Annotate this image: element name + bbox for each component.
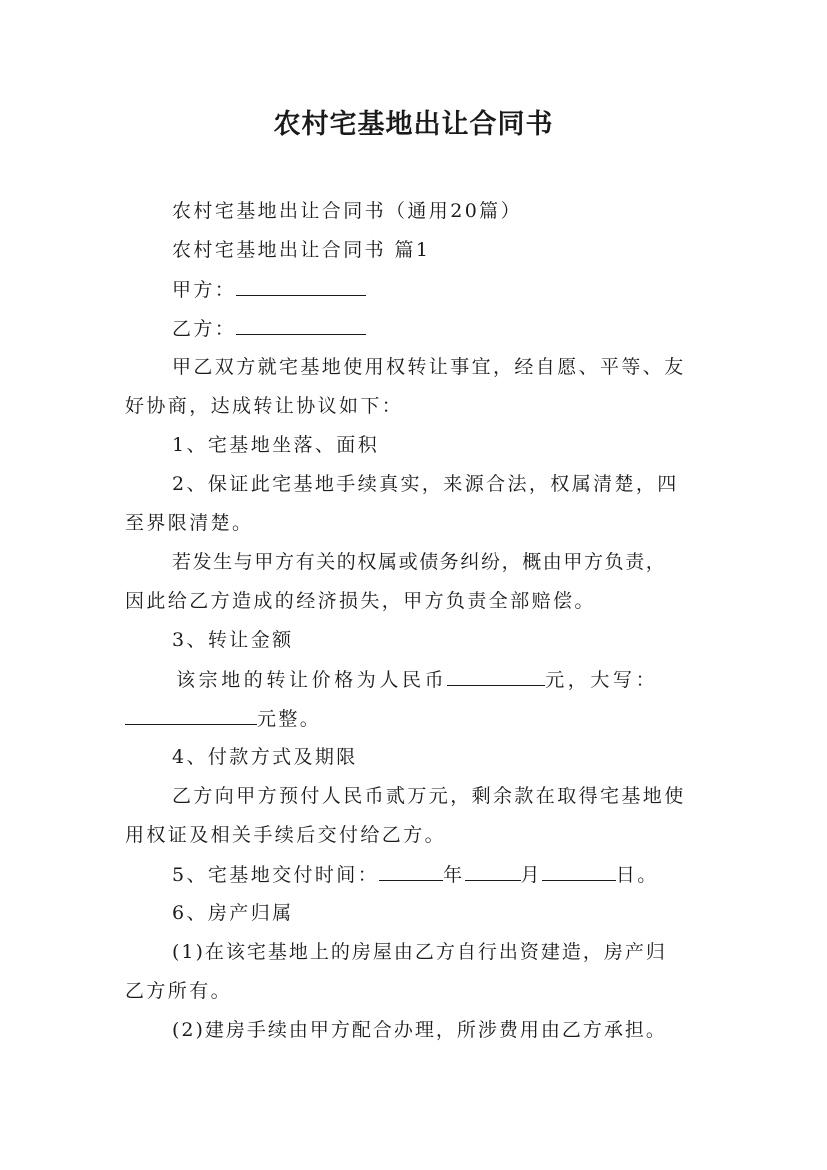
clause-2-line-2: 至界限清楚。 bbox=[125, 512, 254, 534]
party-a-line bbox=[172, 277, 366, 302]
document-title: 农村宅基地出让合同书 bbox=[273, 109, 554, 140]
intro-line-1: 甲乙双方就宅基地使用权转让事宜，经自愿、平等、友 bbox=[172, 356, 686, 378]
price-words-line bbox=[125, 706, 321, 731]
section-heading: 农村宅基地出让合同书 篇1 bbox=[172, 239, 431, 261]
clause-5-line bbox=[172, 862, 659, 887]
intro-line-2: 好协商，达成转让协议如下： bbox=[125, 395, 404, 417]
price-mid: 元，大写： bbox=[545, 669, 659, 691]
day-label: 日。 bbox=[615, 864, 659, 886]
clause-6: 6、房产归属 bbox=[172, 902, 294, 924]
document-subtitle: 农村宅基地出让合同书（通用20篇） bbox=[172, 200, 522, 222]
payment-line-2: 用权证及相关手续后交付给乙方。 bbox=[125, 824, 447, 846]
month-label: 月 bbox=[520, 864, 542, 886]
party-b-blank bbox=[236, 316, 366, 335]
day-blank bbox=[542, 862, 616, 881]
price-prefix: 该宗地的转让价格为人民币 bbox=[176, 669, 448, 691]
party-a-label: 甲方： bbox=[172, 279, 237, 301]
property-1-line-2: 乙方所有。 bbox=[125, 980, 233, 1002]
year-label: 年 bbox=[443, 864, 465, 886]
party-b-line bbox=[172, 316, 366, 341]
price-line bbox=[176, 667, 658, 692]
price-words-blank bbox=[125, 706, 257, 725]
party-a-blank bbox=[236, 277, 366, 296]
dispute-line-1: 若发生与甲方有关的权属或债务纠纷，概由甲方负责， bbox=[172, 551, 667, 573]
property-1-line-1: (1)在该宅基地上的房屋由乙方自行出资建造，房产归 bbox=[172, 941, 667, 963]
price-number-blank bbox=[447, 667, 545, 686]
party-b-label: 乙方： bbox=[172, 318, 237, 340]
year-blank bbox=[379, 862, 443, 881]
clause-5-prefix: 5、宅基地交付时间： bbox=[172, 864, 380, 886]
clause-1: 1、宅基地坐落、面积 bbox=[172, 434, 380, 456]
month-blank bbox=[465, 862, 521, 881]
clause-3: 3、转让金额 bbox=[172, 629, 294, 651]
price-suffix: 元整。 bbox=[257, 708, 322, 730]
clause-4: 4、付款方式及期限 bbox=[172, 746, 358, 768]
dispute-line-2: 因此给乙方造成的经济损失，甲方负责全部赔偿。 bbox=[125, 590, 596, 612]
property-2: (2)建房手续由甲方配合办理，所涉费用由乙方承担。 bbox=[172, 1019, 667, 1041]
clause-2-line-1: 2、保证此宅基地手续真实，来源合法，权属清楚，四 bbox=[172, 473, 679, 495]
payment-line-1: 乙方向甲方预付人民币贰万元，剩余款在取得宅基地使 bbox=[172, 785, 686, 807]
